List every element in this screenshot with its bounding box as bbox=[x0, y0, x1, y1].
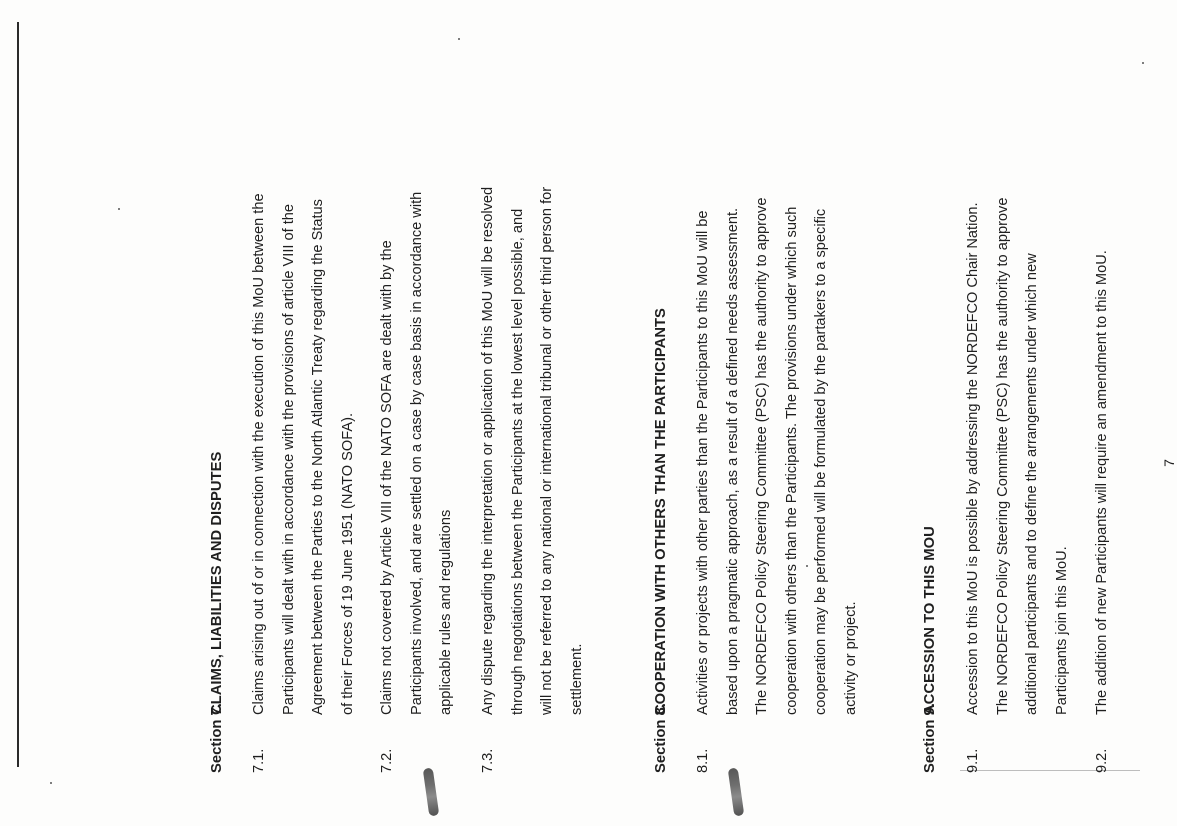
section-title: CLAIMS, LIABILITIES AND DISPUTES bbox=[209, 451, 225, 715]
section-number: Section 7. bbox=[209, 703, 225, 773]
scan-speck bbox=[1142, 62, 1144, 64]
section-title: COOPERATION WITH OTHERS THAN THE PARTICIPANTS bbox=[653, 308, 669, 715]
scan-speck bbox=[458, 38, 460, 40]
section-9-heading bbox=[920, 53, 940, 773]
paragraph-text: The addition of new Participants will require an amendment to this MoU. bbox=[1094, 250, 1110, 715]
section-7-heading bbox=[207, 53, 227, 773]
section-number: Section 9. bbox=[922, 703, 938, 773]
paragraph-number: 9.2. bbox=[1094, 748, 1110, 773]
paragraph-number: 8.1. bbox=[695, 748, 711, 773]
paragraph-number: 7.1. bbox=[251, 748, 267, 773]
paragraph-number: 9.1. bbox=[965, 748, 981, 773]
scan-speck bbox=[50, 782, 52, 784]
paragraph-text: Claims not covered by Article VIII of the NATO SOFA are dealt with by the Participants involved, and are settled on a case by case basis in accordance with applicable rules and regulations bbox=[379, 191, 454, 715]
paragraph-text: Activities or projects with other parties than the Participants to this MoU will be based upon a pragmatic approach, as a result of a defined needs assessment. The NORDEFCO Policy Steering Committee (PSC) has the authority to approve cooperation with others than the Participants. The provisions under which such cooperation may be performed will be formulated by the partakers to a specific activity or project. bbox=[695, 197, 859, 715]
page-number: 7 bbox=[1161, 459, 1177, 467]
paragraph-number: 7.2. bbox=[379, 748, 395, 773]
paragraph-text: Claims arising out of or in connection with the execution of this MoU between the Participants will dealt with in accordance with the provisions of article VIII of the Agreement between the Parties to the North Atlantic Treaty regarding the Status of their Forces of 19 June 1951 (NATO SOFA). bbox=[251, 193, 356, 715]
section-number: Section 8. bbox=[653, 703, 669, 773]
section-title: ACCESSION TO THIS MOU bbox=[922, 526, 938, 715]
paragraph-number: 7.3. bbox=[480, 748, 496, 773]
section-8-heading bbox=[651, 53, 671, 773]
punch-hole-mark bbox=[423, 768, 440, 817]
scan-edge-line bbox=[17, 22, 19, 767]
paragraph-text: Any dispute regarding the interpretation or application of this MoU will be resolved through negotiations between the Participants at the lowest level possible, and will not be referred to any national or international tribunal or other third person for settlement. bbox=[480, 186, 585, 715]
punch-hole-mark bbox=[728, 768, 745, 817]
paragraph-text: Accession to this MoU is possible by addressing the NORDEFCO Chair Nation. The NORDEFCO Policy Steering Committee (PSC) has the authority to approve additional participants and to define the arrangements under which new Participants join this MoU. bbox=[965, 197, 1070, 715]
rotated-document-page bbox=[89, 53, 1177, 773]
